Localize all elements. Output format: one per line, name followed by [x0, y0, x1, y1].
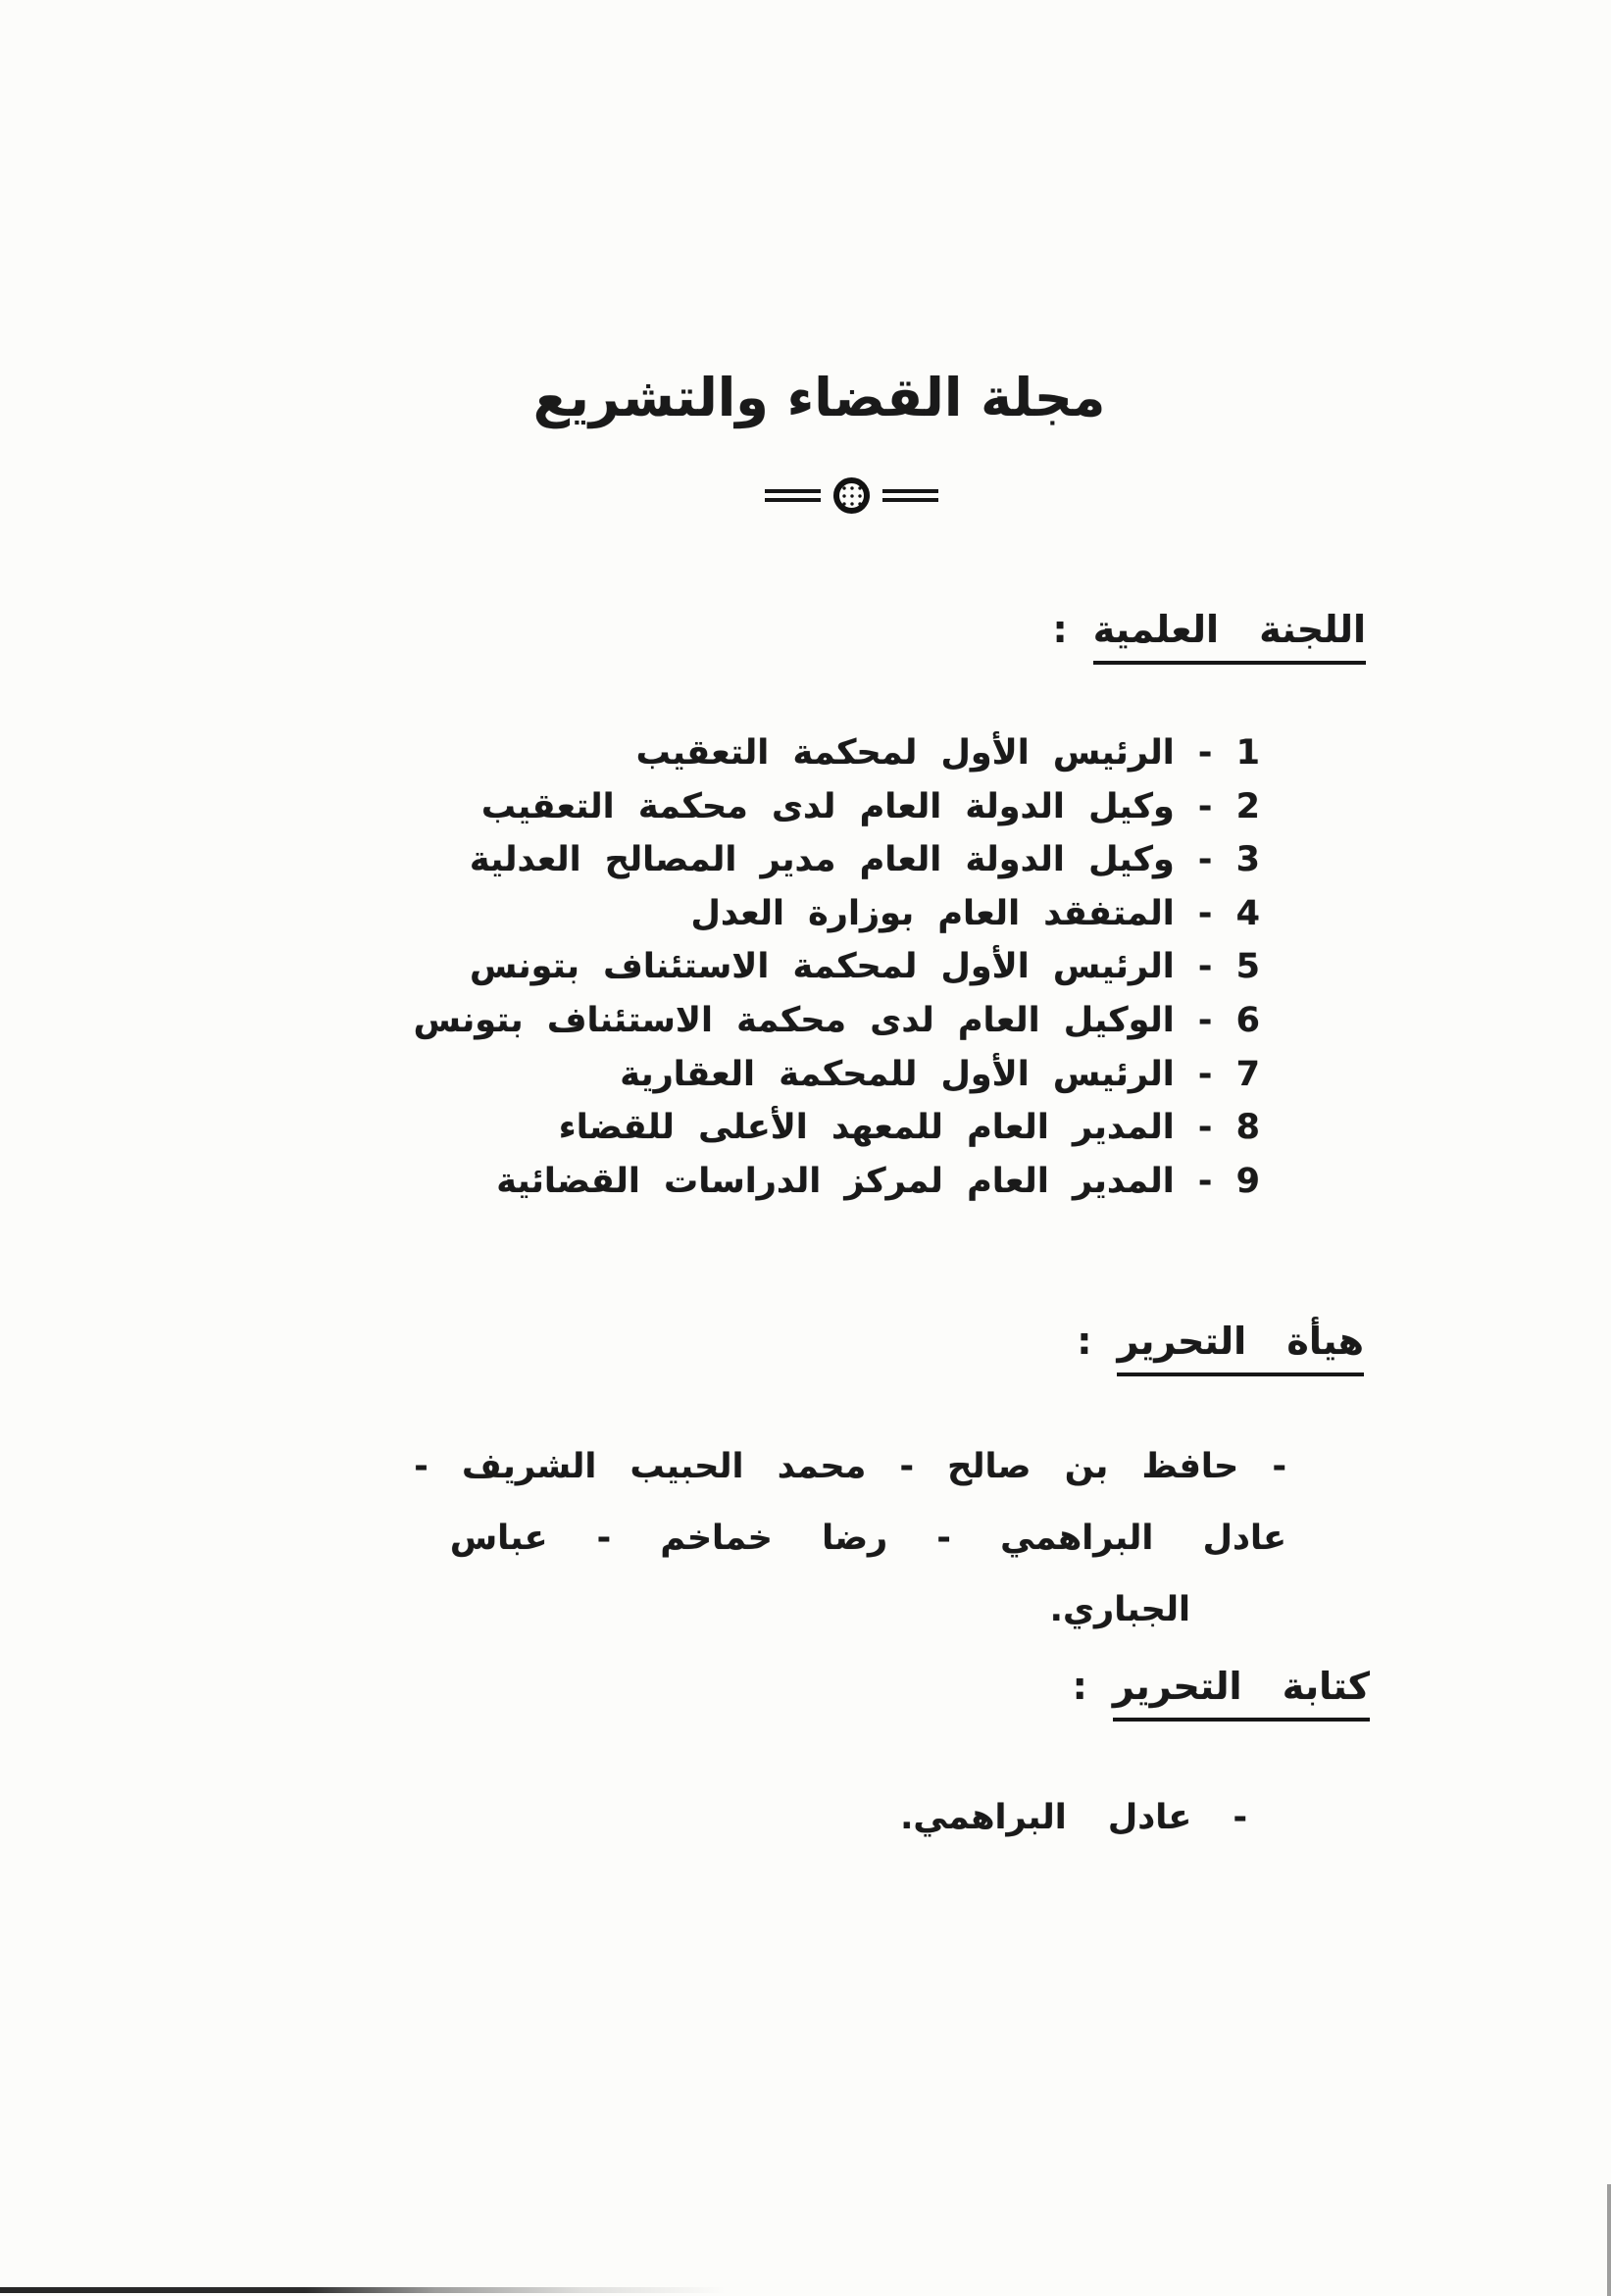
committee-member-row: 7 - الرئيس الأول للمحكمة العقارية — [620, 1054, 1260, 1094]
divider-dotted-circle-icon — [833, 477, 870, 514]
divider-double-rule-right-icon — [882, 489, 938, 502]
journal-title: مجلة القضاء والتشريع — [532, 367, 1106, 428]
scientific-committee-list — [414, 726, 1260, 1208]
committee-member-row: 8 - المدير العام للمعهد الأعلى للقضاء — [558, 1108, 1260, 1148]
committee-member-row: 3 - وكيل الدولة العام مدير المصالح العدلية — [469, 840, 1260, 880]
scientific-committee-heading-colon: : — [1052, 608, 1068, 651]
editorial-board-heading-text: هيأة التحرير — [1117, 1320, 1364, 1376]
scientific-committee-heading-text: اللجنة العلمية — [1093, 608, 1366, 665]
committee-member-row: 1 - الرئيس الأول لمحكمة التعقيب — [635, 733, 1260, 773]
committee-member-row: 2 - وكيل الدولة العام لدى محكمة التعقيب — [480, 786, 1260, 826]
editorial-board-heading — [1077, 1320, 1364, 1376]
board-names-line: - حافظ بن صالح - محمد الحبيب الشريف - — [414, 1447, 1286, 1486]
committee-member-row: 6 - الوكيل العام لدى محكمة الاستئناف بتونس — [413, 1000, 1260, 1040]
committee-member-row: 5 - الرئيس الأول لمحكمة الاستئناف بتونس — [470, 947, 1260, 987]
editorial-board-heading-colon: : — [1077, 1320, 1092, 1363]
editorial-secretariat-heading — [1073, 1665, 1370, 1722]
editorial-secretariat-name: - عادل البراهمي. — [900, 1798, 1247, 1837]
editorial-secretariat-heading-text: كتابة التحرير — [1113, 1665, 1370, 1722]
editorial-board-names — [414, 1431, 1286, 1646]
scan-edge-mark-right — [1607, 2184, 1611, 2296]
scientific-committee-heading — [1053, 608, 1366, 665]
divider-double-rule-left-icon — [765, 489, 821, 502]
ornament-divider — [46, 477, 1611, 514]
scan-smudge-bottom — [0, 2287, 726, 2293]
editorial-secretariat-heading-colon: : — [1072, 1665, 1087, 1708]
committee-member-row: 4 - المتفقد العام بوزارة العدل — [690, 893, 1260, 933]
board-names-line: عادل البراهمي - رضا خماخم - عباس — [449, 1519, 1286, 1558]
committee-member-row: 9 - المدير العام لمركز الدراسات القضائية — [496, 1161, 1260, 1201]
board-names-line: الجباري. — [1049, 1590, 1190, 1629]
